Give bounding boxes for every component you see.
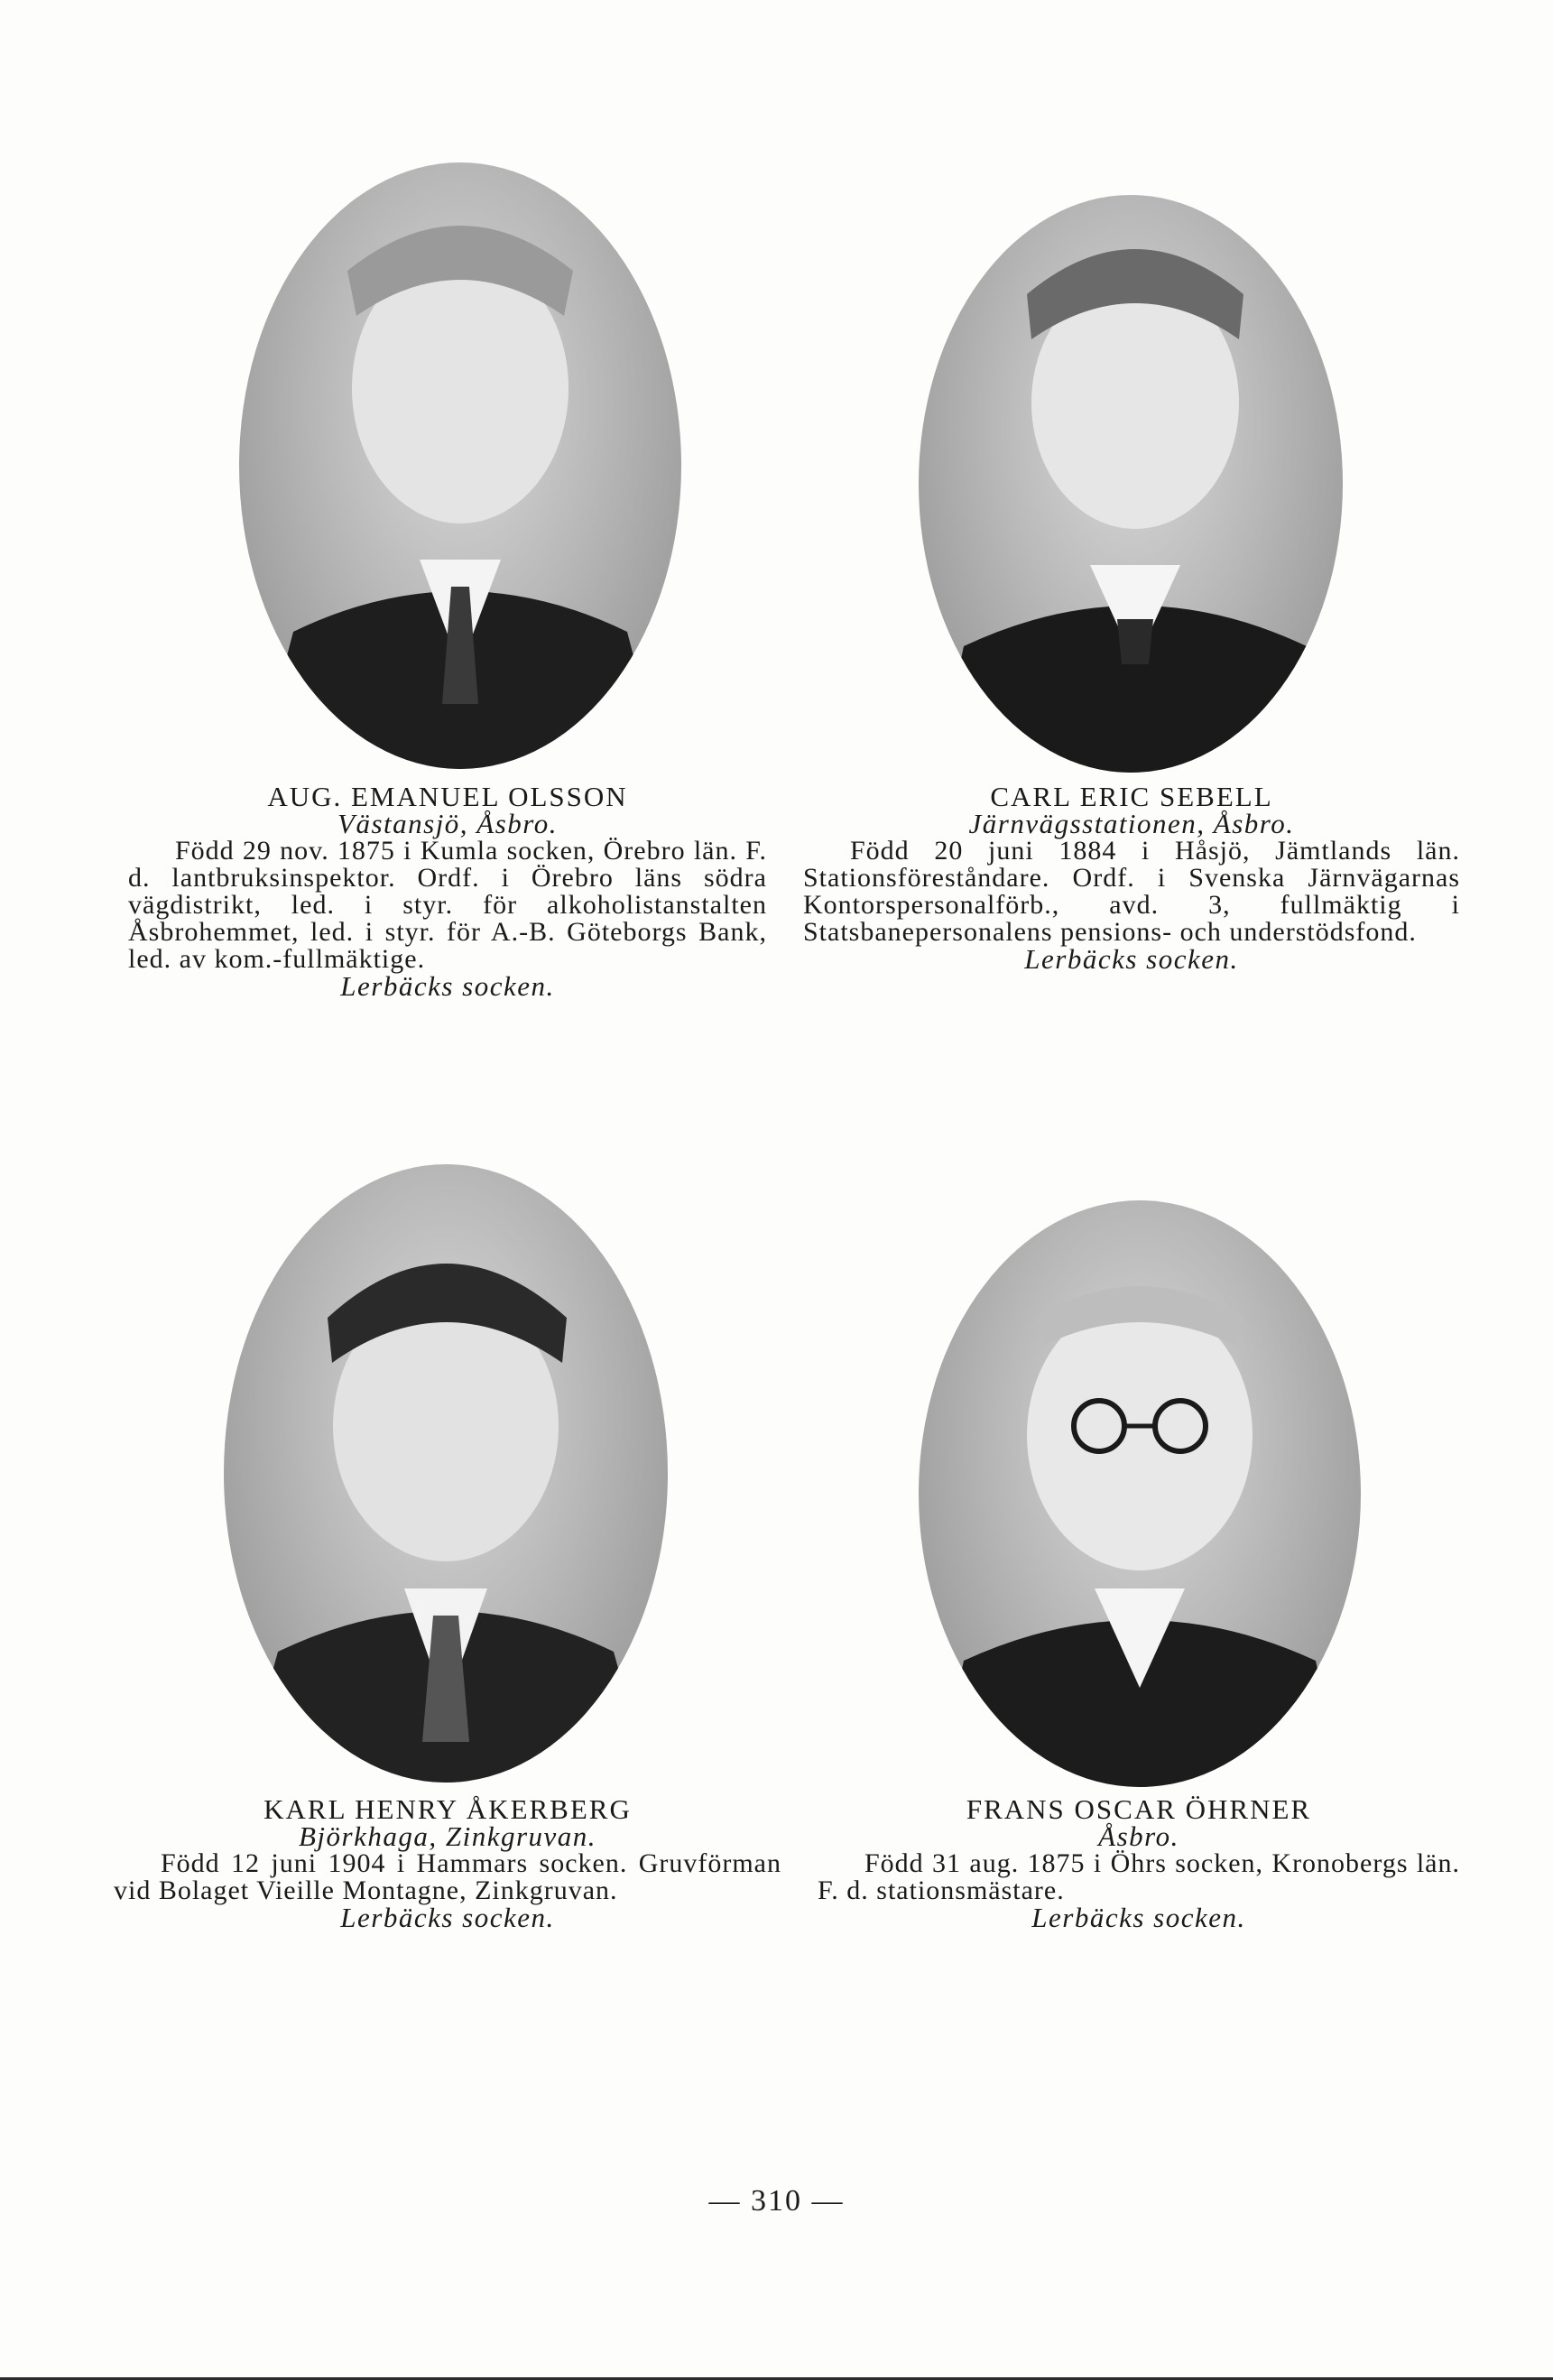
portrait-icon [919,1200,1361,1787]
page-number: — 310 — [708,2184,845,2218]
person-parish: Lerbäcks socken. [1024,943,1239,975]
person-parish: Lerbäcks socken. [1031,1902,1246,1933]
entry-caption-olsson [128,783,767,1000]
person-bio: Född 31 aug. 1875 i Öhrs socken, Kronobergs län. F. d. stationsmästare. [818,1848,1460,1905]
portrait-photo-olsson [239,162,681,769]
entry-caption-sebell [803,783,1460,973]
person-place: Åsbro. [1098,1820,1179,1852]
person-bio: Född 29 nov. 1875 i Kumla socken, Örebro län. F. d. lantbruksinspektor. Ordf. i Örebro läns södra vägdistrikt, led. i styr. för alkoholistanstalten Åsbrohemmet, led. i styr. för A.-B. Göteborgs Bank, led. av kom.-fullmäktige. [128,836,767,974]
portrait-icon [239,162,681,769]
person-parish: Lerbäcks socken. [340,1902,555,1933]
person-parish: Lerbäcks socken. [340,970,555,1002]
portrait-photo-akerberg [224,1164,668,1783]
portrait-photo-ohrner [919,1200,1361,1787]
portrait-icon [919,195,1343,773]
person-place: Järnvägsstationen, Åsbro. [968,808,1295,839]
person-name: CARL ERIC SEBELL [990,781,1273,812]
person-name: KARL HENRY ÅKERBERG [263,1793,632,1825]
person-name: FRANS OSCAR ÖHRNER [966,1793,1312,1825]
entry-caption-akerberg [114,1793,781,1933]
person-name: AUG. EMANUEL OLSSON [267,781,628,812]
portrait-photo-sebell [919,195,1343,773]
person-bio: Född 20 juni 1884 i Håsjö, Jämtlands län. Stationsföreståndare. Ordf. i Svenska Järnvägarnas Kontorspersonalförb., avd. 3, fullmäktig i Statsbanepersonalens pensions- och understödsfond. [803,836,1460,947]
person-place: Västansjö, Åsbro. [337,808,558,839]
person-bio: Född 12 juni 1904 i Hammars socken. Gruvförman vid Bolaget Vieille Montagne, Zinkgruvan. [114,1848,781,1905]
person-place: Björkhaga, Zinkgruvan. [298,1820,597,1852]
portrait-icon [224,1164,668,1783]
entry-caption-ohrner [818,1793,1460,1933]
